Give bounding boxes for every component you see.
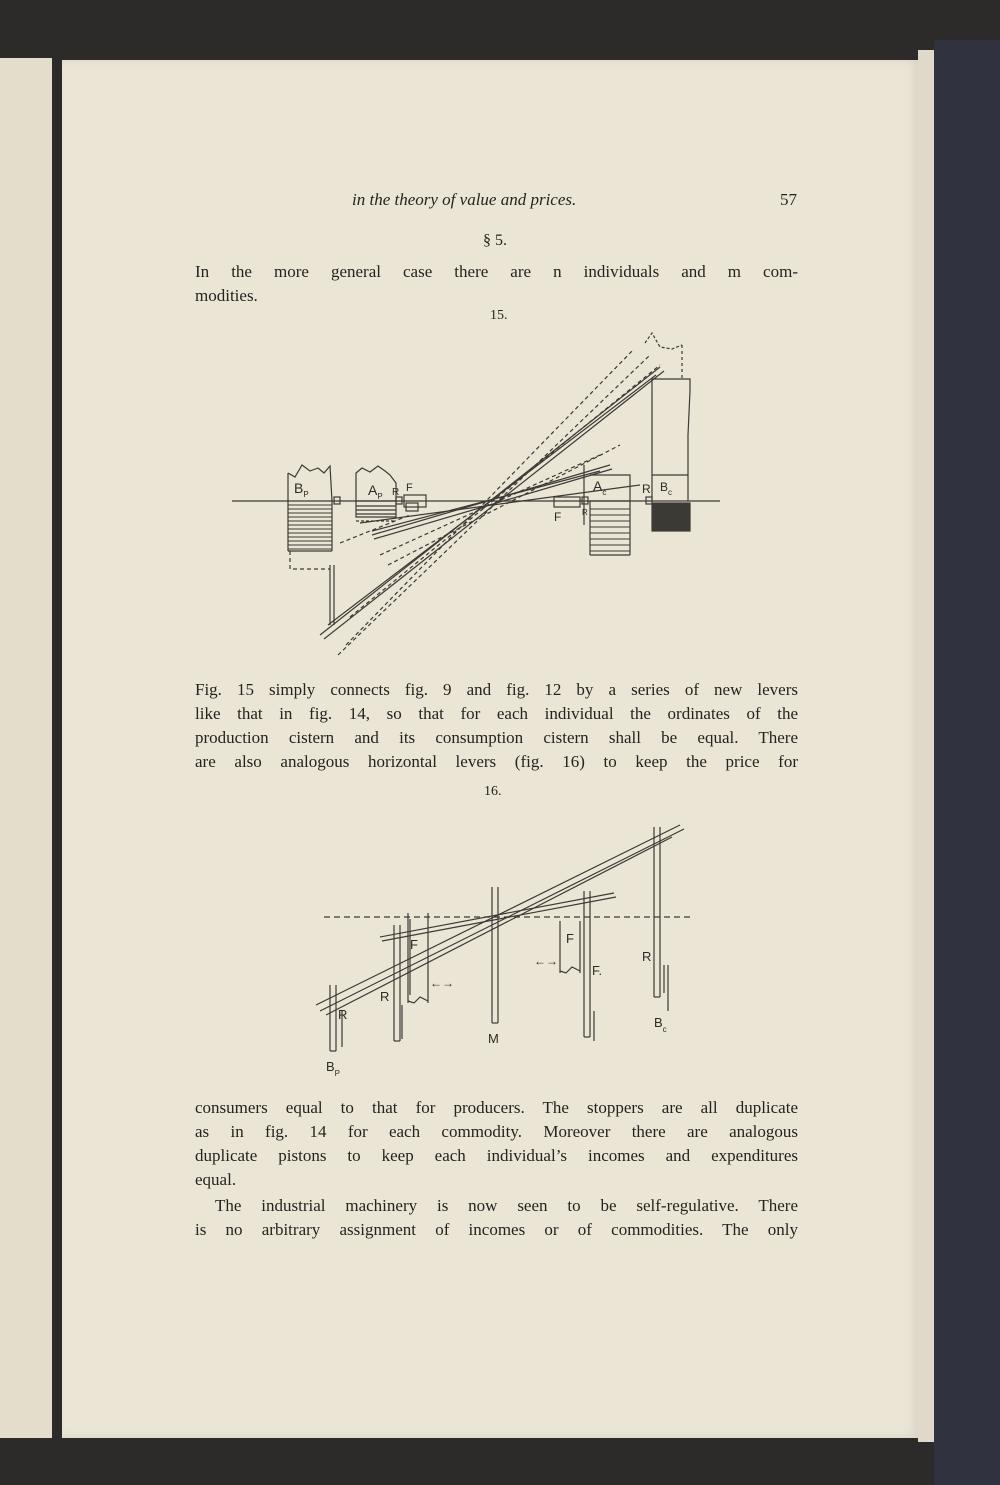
- running-header: in the theory of value and prices.: [352, 190, 577, 209]
- fig16-label-bp-sub: P: [334, 1069, 341, 1078]
- figure-15-number: 15.: [490, 308, 508, 323]
- fig15-label-ap-sub: P: [377, 492, 383, 501]
- fig16-label-f2: F: [566, 931, 574, 946]
- svg-text:Bc: [654, 1015, 667, 1034]
- body2-line-3: duplicate pistons to keep each individual’s incomes and expenditures: [195, 1146, 798, 1165]
- body2-line-1: consumers equal to that for producers. The stoppers are all duplicate: [195, 1098, 798, 1117]
- figure-16-diagram: [310, 815, 700, 1085]
- fig16-label-f3: F.: [592, 963, 603, 978]
- fig15-label-f-left: F: [406, 482, 413, 494]
- svg-text:Ac: [593, 478, 606, 497]
- fig15-label-bc-sub: c: [668, 488, 673, 497]
- body3-line-2: is no arbitrary assignment of incomes or of commodities. The only: [195, 1220, 798, 1239]
- page-number: 57: [780, 190, 797, 209]
- fig16-label-bc-sub: c: [662, 1025, 667, 1034]
- book-cover: [934, 40, 1000, 1485]
- fig16-arrow-2: ←→: [534, 954, 558, 968]
- svg-text:Bc: [660, 480, 672, 497]
- fig16-label-r2: R: [338, 1007, 348, 1022]
- intro-line-1: In the more general case there are n individuals and m com-: [195, 262, 798, 281]
- svg-text:AP: [368, 482, 383, 501]
- body-line-1: Fig. 15 simply connects fig. 9 and fig. 12 by a series of new levers: [195, 680, 798, 699]
- fig15-label-bp: B: [294, 480, 304, 496]
- intro-line-2: modities.: [195, 286, 258, 305]
- body3-line-1: The industrial machinery is now seen to be self-regulative. There: [215, 1196, 798, 1215]
- body2-line-2: as in fig. 14 for each commodity. Moreover there are analogous: [195, 1122, 798, 1141]
- body-line-4: are also analogous horizontal levers (fig. 16) to keep the price for: [195, 752, 798, 771]
- fig15-label-ap: A: [368, 482, 378, 498]
- svg-text:BP: [326, 1059, 340, 1078]
- svg-text:BP: [294, 480, 309, 499]
- fig15-label-r-left: R: [392, 487, 400, 498]
- fig16-label-r3: R: [642, 949, 652, 964]
- fig16-label-r1: R: [380, 989, 390, 1004]
- fig16-label-bp: B: [326, 1059, 335, 1074]
- fig15-label-r-small: R: [582, 508, 588, 517]
- body-line-3: production cistern and its consumption cistern shall be equal. There: [195, 728, 798, 747]
- fig15-label-f-right: F: [554, 510, 562, 524]
- body-line-2: like that in fig. 14, so that for each individual the ordinates of the: [195, 704, 798, 723]
- fig16-label-m: M: [488, 1031, 499, 1046]
- fig15-label-bp-sub: P: [303, 490, 309, 499]
- fig15-label-ac-sub: c: [602, 488, 607, 497]
- body2-line-4: equal.: [195, 1170, 237, 1189]
- section-heading: § 5.: [483, 232, 507, 249]
- figure-16-number: 16.: [484, 784, 502, 799]
- page-stack-edge: [918, 50, 934, 1442]
- fig16-label-bc: B: [654, 1015, 663, 1030]
- left-page-edge: [0, 58, 52, 1438]
- fig15-label-ac: A: [593, 478, 603, 494]
- fig16-arrow-1: ←→: [430, 976, 454, 990]
- figure-15-diagram: [220, 325, 740, 675]
- fig16-label-f1: F: [410, 937, 418, 952]
- fig15-label-r-right: R: [642, 482, 651, 496]
- fig15-label-bc: B: [660, 480, 669, 494]
